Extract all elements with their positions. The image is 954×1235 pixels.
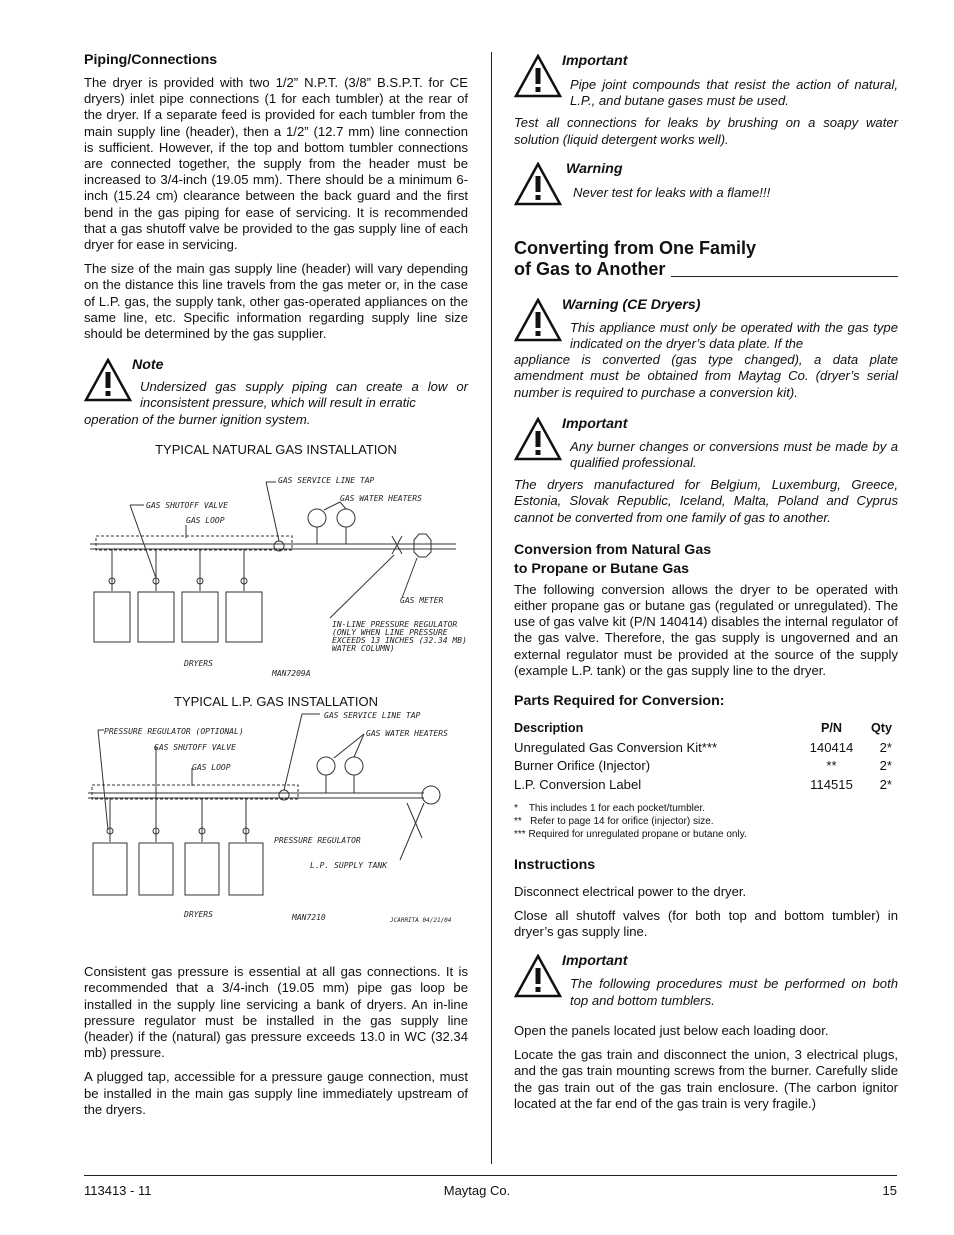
heading-rule [671,276,898,277]
note-callout [84,356,468,428]
parts-cell: Unregulated Gas Conversion Kit*** [514,740,718,756]
countries-text: The dryers manufactured for Belgium, Luxemburg, Greece, Estonia, Slovak Republic, Iceland, Malta, Poland and Cyprus cannot be converted from one family of gas to another. [514,477,898,525]
dryer-3 [185,843,219,895]
important-3-title: Important [562,953,628,970]
note-body-a: Undersized gas supply piping can create a low or inconsistent pressure, which will result in erratic [140,379,468,411]
important-callout-3 [514,952,898,1008]
conversion-heading-2: to Propane or Butane Gas [514,560,690,577]
fig2-regulator-label: PRESSURE REGULATOR [274,836,361,846]
instruction-2: Close all shutoff valves (for both top and bottom tumbler) in dryer’s gas supply line. [514,908,898,940]
parts-cell: ** [826,758,837,774]
fig2-service-tap-label: GAS SERVICE LINE TAP [324,711,421,721]
instructions-heading: Instructions [514,856,596,873]
warning-triangle-icon [514,298,562,342]
fig2-dryers-label: DRYERS [184,910,213,920]
fig1-meter-label: GAS METER [400,596,444,606]
important-callout-2 [514,415,898,471]
fig2-shutoff-label: GAS SHUTOFF VALVE [154,743,236,753]
note-body-b: operation of the burner ignition system. [84,411,311,427]
warning-1-body: Never test for leaks with a flame!!! [573,184,771,200]
piping-heading: Piping/Connections [84,52,218,68]
dryer-2 [139,843,173,895]
footnote-3: *** Required for unregulated propane or butane only. [514,828,747,840]
fig1-regulator-label-3: EXCEEDS 13 INCHES (32.34 MB) [332,636,467,646]
fig1-regulator-label-4: WATER COLUMN) [332,644,395,654]
conversion-body: The following conversion allows the dryer to be operated with either propane gas or butane gas (regulated or unregulated). The use of gas valve kit (P/N 140414) disables the internal regulator of the gas valve. Therefore, the gas supply is ungoverned and an external regulator must be provided at the source of the supply (example L.P. tank) or the gas supply line to the dryer. [514,581,898,678]
warning-ce-body-a: This appliance must only be operated with the gas type indicated on the dryer’s data plate. If the [570,319,898,352]
parts-heading: Parts Required for Conversion: [514,693,725,710]
important-callout-1 [514,52,898,109]
dryer-4 [226,592,262,642]
footer-doc-number: 113413 - 11 [84,1183,152,1198]
warning-triangle-icon [514,162,562,206]
left-column [84,52,468,1126]
fig2-code-label: MAN7210 [292,913,326,923]
footnote-2: ** Refer to page 14 for orifice (injector) size. [514,815,714,827]
parts-cell: 140414 [809,740,854,756]
convert-heading-line-2: of Gas to Another [514,258,666,279]
dryer-2 [138,592,174,642]
parts-col-pn: P/N [821,721,842,736]
warning-triangle-icon [514,954,562,998]
parts-cell: 114515 [810,776,853,792]
lp-tank-symbol [422,786,440,804]
fig1-code-label: MAN7209A [272,669,311,679]
parts-cell: L.P. Conversion Label [514,776,642,792]
fig1-regulator-label-1: IN-LINE PRESSURE REGULATOR [332,620,458,630]
footnotes [514,802,898,841]
warning-ce-callout [514,296,898,401]
dryer-3 [182,592,218,642]
gas-loop [92,785,298,799]
leak-test-text: Test all connections for leaks by brushing on a soapy water solution (liquid detergent works well). [514,115,898,147]
footer-page-number: 15 [882,1183,897,1198]
parts-header-row [514,720,892,739]
column-divider [491,52,492,1164]
water-heater-1 [308,509,326,527]
warning-triangle-icon [514,417,562,461]
dryer-4 [229,843,263,895]
warning-ce-body-b: appliance is converted (gas type changed), a data plate amendment must be obtained from Maytag Co. (dryer’s serial number is required to purchase a conversion kit). [514,352,898,400]
fig2-loop-label: GAS LOOP [192,763,231,773]
parts-col-description: Description [514,721,584,736]
fig1-service-tap-label: GAS SERVICE LINE TAP [278,476,375,486]
note-title: Note [132,357,164,374]
natural-gas-installation-diagram [84,458,468,688]
fig2-signature: JCARRITA 04/21/04 [390,917,452,925]
fig2-caption: TYPICAL L.P. GAS INSTALLATION [174,694,378,710]
parts-cell: 2* [879,758,892,774]
fig1-shutoff-label: GAS SHUTOFF VALVE [146,501,228,511]
warning-triangle-icon [84,358,132,402]
parts-cell: 2* [879,740,892,756]
water-heater-1 [317,757,335,775]
conversion-heading-1: Conversion from Natural Gas [514,541,712,558]
footer-company: Maytag Co. [443,1183,511,1198]
convert-heading [514,238,898,280]
table-row [514,739,892,757]
fig2-pr-optional-label: PRESSURE REGULATOR (OPTIONAL) [104,727,244,737]
fig1-dryers-label: DRYERS [184,659,213,669]
fig1-regulator-label-2: (ONLY WHEN LINE PRESSURE [332,628,448,638]
fig1-heaters-label: GAS WATER HEATERS [340,494,422,504]
important-2-title: Important [562,415,628,432]
parts-cell: Burner Orifice (Injector) [514,758,651,774]
instruction-3: Open the panels located just below each loading door. [514,1022,829,1038]
parts-table [514,720,892,794]
water-heater-2 [345,757,363,775]
gas-loop [96,536,292,550]
fig1-loop-label: GAS LOOP [186,516,225,526]
important-1-body: Pipe joint compounds that resist the action of natural, L.P., and butane gases must be used. [570,77,898,109]
warning-ce-title: Warning (CE Dryers) [562,296,701,313]
right-column [514,52,898,1120]
important-2-body: Any burner changes or conversions must be made by a qualified professional. [570,438,898,471]
parts-cell: 2* [879,776,892,792]
dryer-1 [94,592,130,642]
warning-triangle-icon [514,54,562,98]
warning-1-title: Warning [566,160,623,177]
footer-rule [84,1175,897,1176]
fig1-caption: TYPICAL NATURAL GAS INSTALLATION [155,441,397,457]
warning-callout-1 [514,160,898,212]
important-3-body: The following procedures must be performed on both top and bottom tumblers. [570,976,898,1008]
table-row [514,776,892,794]
fig2-tank-label: L.P. SUPPLY TANK [310,861,388,871]
pressure-paragraph-1: Consistent gas pressure is essential at all gas connections. It is recommended that a 3/4-inch (19.05 mm) pipe gas loop be installed in the supply line servicing a bank of dryers. An in-line pressure regulator must be installed in the gas supply line (header) if the (natural) gas pressure exceeds 13.0 in WC (32.34 mb) pressure. [84,964,468,1061]
pressure-paragraph-2: A plugged tap, accessible for a pressure gauge connection, must be installed in the main gas supply line immediately upstream of the dryers. [84,1069,468,1117]
convert-heading-line-1: Converting from One Family [514,237,757,258]
dryer-1 [93,843,127,895]
piping-paragraph-1: The dryer is provided with two 1/2” N.P.T. (3/8” B.S.P.T. for CE dryers) inlet pipe connections (1 for each tumbler) at the rear of the dryer. If a separate feed is provided for each tumbler from the main supply line (header), then a 1/2” (12.7 mm) line connection is sufficient. However, if the top and bottom tumbler connections are connected together, the supply from the header must be increased to 3/4-inch (19.05 mm). There should be a minimum 6-inch (15.24 cm) clearance between the back guard and the first bend in the gas piping for ease of servicing. It is recommended that a gas shutoff valve be provided to the gas supply line of each dryer for ease in servicing. [84,75,468,253]
gas-meter-symbol [414,534,431,557]
piping-paragraph-2: The size of the main gas supply line (header) will vary depending on the distance this line travels from the gas meter or, in the case of L.P. gas, the supply tank, other gas-operated appliances on the same line, etc. Specific information regarding supply line size should be determined by the gas supplier. [84,261,468,342]
fig2-heaters-label: GAS WATER HEATERS [366,729,448,739]
water-heater-2 [337,509,355,527]
important-1-title: Important [562,53,628,69]
table-row [514,757,892,775]
footnote-1: * This includes 1 for each pocket/tumbler. [514,802,706,814]
lp-gas-installation-diagram [84,710,468,944]
instruction-1: Disconnect electrical power to the dryer. [514,883,747,899]
instruction-4: Locate the gas train and disconnect the union, 3 electrical plugs, and the gas train mounting screws from the burner. Carefully slide the gas train out of the gas train enclosure. (The carbon ignitor located at the far end of the gas train is very fragile.) [514,1047,898,1111]
parts-col-qty: Qty [871,721,892,736]
